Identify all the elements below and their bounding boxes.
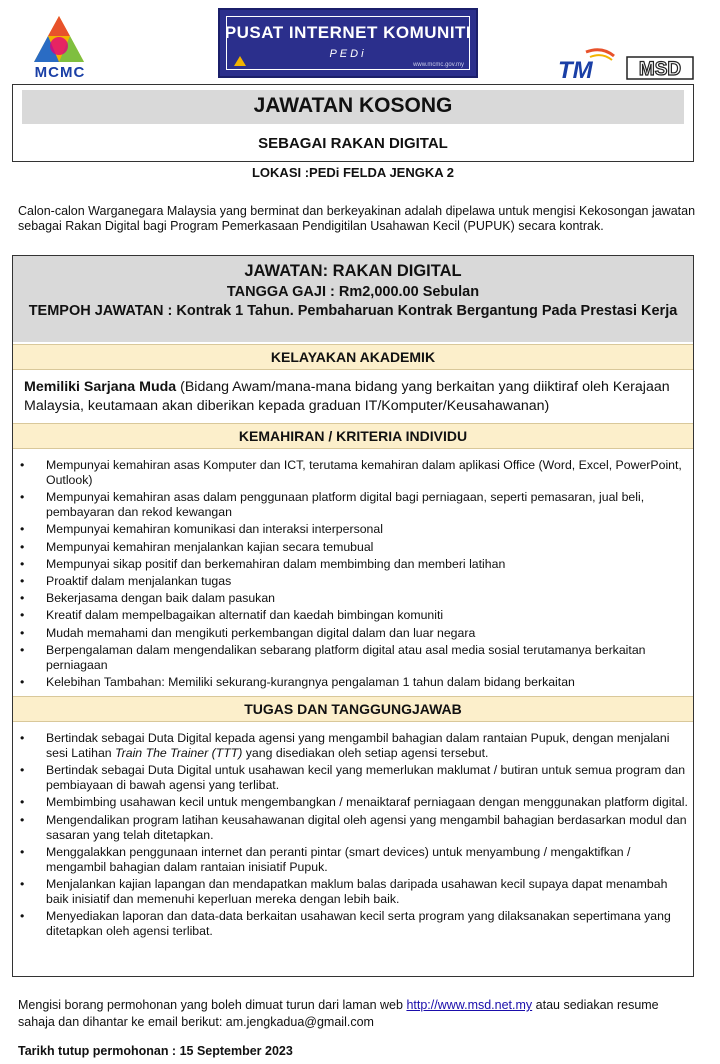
list-item: • Mudah memahami dan mengikuti perkembangan digital dalam dan luar negara: [20, 625, 476, 640]
list-item: • Mempunyai kemahiran menjalankan kajian secara temubual: [20, 539, 374, 554]
position-salary: TANGGA GAJI : Rm2,000.00 Sebulan: [226, 284, 480, 300]
list-item: • Bertindak sebagai Duta Digital kepada agensi yang mengambil bahagian dalam rantaian Pupuk, dengan menjalani sesi Latihan Train The Trainer (TTT) yang disediakan oleh setiap agensi tersebut.: [20, 731, 670, 760]
bullet-icon: •: [20, 795, 25, 810]
list-item: • Membimbing usahawan kecil untuk mengembangkan / menaiktaraf perniagaan dengan menggunakan platform digital.: [20, 795, 688, 810]
duties-list: [18, 731, 690, 941]
pedi-mark-icon: [234, 56, 246, 66]
bullet-icon: •: [20, 490, 25, 505]
bullet-icon: •: [20, 844, 25, 859]
pedi-title: PUSAT INTERNET KOMUNITI: [224, 23, 472, 42]
application-instructions: Mengisi borang permohonan yang boleh dimuat turun dari laman web http://www.msd.net.my atau sediakan resume sahaja dan dihantar ke email berikut: am.jengkadua@gmail.com: [18, 998, 659, 1029]
bullet-icon: •: [20, 812, 25, 827]
bullet-icon: •: [20, 642, 25, 657]
skills-heading: KEMAHIRAN / KRITERIA INDIVIDU: [13, 423, 693, 449]
list-item: • Menggalakkan penggunaan internet dan peranti pintar (smart devices) untuk menyambung / mengaktifkan / mengambil bahagian dalam rantaian inisiatif Pupuk.: [20, 844, 631, 874]
list-item: • Mempunyai kemahiran komunikasi dan interaksi interpersonal: [20, 522, 383, 537]
bullet-icon: •: [20, 625, 25, 640]
bullet-icon: •: [20, 591, 25, 606]
msd-website-link[interactable]: http://www.msd.net.my: [406, 998, 533, 1012]
bullet-icon: •: [20, 539, 25, 554]
list-item: • Menjalankan kajian lapangan dan mendapatkan maklum balas daripada usahawan kecil supaya dapat menambah baik inisiatif dan memenuhi keperluan mereka dengan lebih baik.: [20, 876, 668, 906]
list-item: • Mempunyai kemahiran asas dalam penggunaan platform digital bagi perniagaan, seperti pemasaran, jual beli, pembayaran dan rekod kewangan: [20, 490, 645, 520]
bullet-icon: •: [20, 731, 25, 745]
bullet-icon: •: [20, 458, 25, 472]
list-item: • Mempunyai kemahiran asas Komputer dan ICT, terutama kemahiran dalam aplikasi Office (Word, Excel, PowerPoint, Outlook): [20, 458, 682, 487]
msd-logo: [626, 56, 694, 80]
list-item: • Mempunyai sikap positif dan berkemahiran dalam membimbing dan memberi latihan: [20, 556, 506, 571]
tm-logo-text: TM: [558, 57, 593, 80]
bullet-icon: •: [20, 909, 25, 924]
page-title: JAWATAN KOSONG: [253, 94, 453, 117]
pedi-banner: [218, 8, 478, 78]
bullet-icon: •: [20, 876, 25, 891]
mcmc-logo-text: MCMC: [34, 64, 86, 81]
list-item: • Bertindak sebagai Duta Digital untuk usahawan kecil yang memerlukan maklumat / butiran untuk semua program dan pembiayaan di bawah agensi yang terlibat.: [20, 763, 686, 793]
skills-list: [18, 458, 690, 692]
list-item: • Bekerjasama dengan baik dalam pasukan: [20, 591, 276, 606]
list-item: • Kreatif dalam mempelbagaikan alternatif dan kaedah bimbingan komuniti: [20, 608, 444, 623]
intro-paragraph: Calon-calon Warganegara Malaysia yang berminat dan berkeyakinan adalah dipelawa untuk mengisi Kekosongan jawatan sebagai Rakan Digital bagi Program Pemerkasaan Pendigitilan Usahawan Kecil (PUPUK) secara kontrak.: [18, 204, 696, 233]
list-item: • Berpengalaman dalam mengendalikan sebarang platform digital atau asal media sosial terutamanya berkaitan perniagaan: [20, 642, 646, 672]
bullet-icon: •: [20, 674, 25, 689]
duties-heading: TUGAS DAN TANGGUNGJAWAB: [13, 696, 693, 722]
academic-heading: KELAYAKAN AKADEMIK: [13, 344, 693, 370]
position-period: TEMPOH JAWATAN : Kontrak 1 Tahun. Pembaharuan Kontrak Bergantung Pada Prestasi Kerja: [28, 303, 678, 319]
bullet-icon: •: [20, 763, 25, 778]
academic-detail: (Bidang Awam/mana-mana bidang yang berkaitan yang diiktiraf oleh Kerajaan Malaysia, keutamaan akan diberikan kepada graduan IT/Komputer/Keusahawanan): [24, 379, 670, 414]
tm-logo: [556, 48, 618, 80]
pedi-url: www.mcmc.gov.my: [413, 62, 464, 68]
position-title: JAWATAN: RAKAN DIGITAL: [244, 262, 462, 280]
list-item: • Mengendalikan program latihan keusahawanan digital oleh agensi yang mengambil bahagian berdasarkan modul dan sasaran yang telah ditetapkan.: [20, 812, 687, 842]
list-item: • Kelebihan Tambahan: Memiliki sekurang-kurangnya pengalaman 1 tahun dalam bidang berkaitan: [20, 674, 575, 689]
bullet-icon: •: [20, 608, 25, 623]
list-item: • Menyediakan laporan dan data-data berkaitan usahawan kecil serta program yang dilaksanakan sepertimana yang ditetapkan oleh agensi terlibat.: [20, 909, 671, 939]
pedi-subtitle: PEDi: [329, 48, 367, 60]
bullet-icon: •: [20, 522, 25, 537]
location-line: LOKASI :PEDi FELDA JENGKA 2: [251, 165, 454, 180]
academic-requirement: [24, 378, 694, 416]
page-subtitle: SEBAGAI RAKAN DIGITAL: [258, 135, 448, 152]
list-item: • Proaktif dalam menjalankan tugas: [20, 573, 232, 588]
closing-date: Tarikh tutup permohonan : 15 September 2023: [18, 1044, 293, 1058]
bullet-icon: •: [20, 573, 25, 588]
msd-logo-text: MSD: [638, 59, 682, 80]
academic-degree: Memiliki Sarjana Muda: [24, 379, 177, 395]
bullet-icon: •: [20, 556, 25, 571]
